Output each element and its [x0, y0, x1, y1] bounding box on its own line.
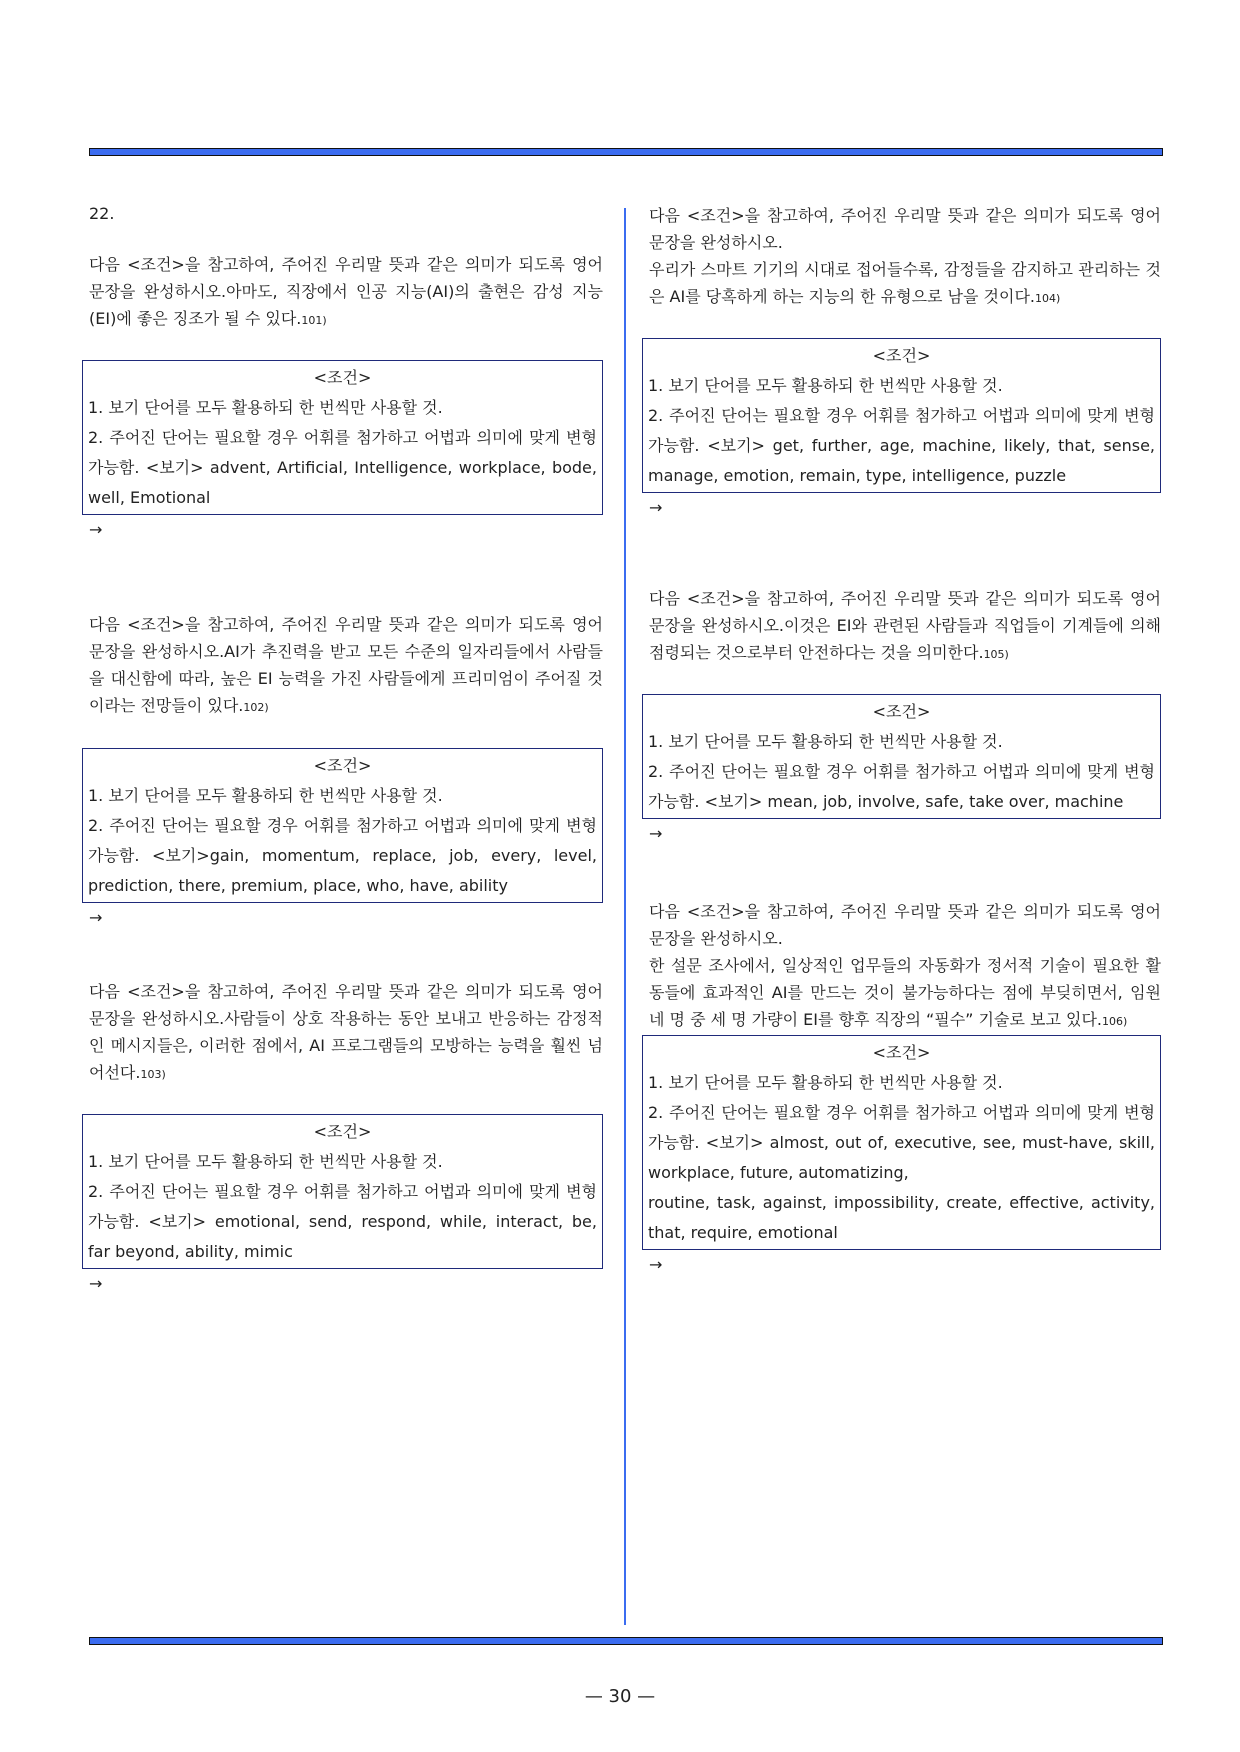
- rule-2: 2. 주어진 단어는 필요할 경우 어휘를 첨가하고 어법과 의미에 맞게 변형 가능함.: [88, 816, 597, 865]
- rule-1: 1. 보기 단어를 모두 활용하되 한 번씩만 사용할 것.: [648, 1073, 1003, 1092]
- bogi-label: <보기>: [148, 1212, 207, 1231]
- question-item: [89, 611, 603, 933]
- korean-sentence: 우리가 스마트 기기의 시대로 접어들수록, 감정들을 감지하고 관리하는 것은 AI를 당혹하게 하는 지능의 한 유형으로 남을 것이다.: [649, 260, 1161, 306]
- condition-title: <조건>: [872, 702, 931, 721]
- word-list-continued: routine, task, against, impossibility, create, effective, activity, that, require, emotional: [648, 1193, 1155, 1242]
- footnote: 104): [1035, 292, 1061, 305]
- prompt: 다음 <조건>을 참고하여, 주어진 우리말 뜻과 같은 의미가 되도록 영어 문장을 완성하시오.: [89, 255, 603, 301]
- word-list: mean, job, involve, safe, take over, machine: [767, 792, 1124, 811]
- rule-2: 2. 주어진 단어는 필요할 경우 어휘를 첨가하고 어법과 의미에 맞게 변형 가능함.: [88, 1182, 597, 1231]
- rule-2: 2. 주어진 단어는 필요할 경우 어휘를 첨가하고 어법과 의미에 맞게 변형 가능함.: [88, 428, 597, 477]
- question-item: [649, 898, 1161, 1280]
- korean-sentence: 사람들이 상호 작용하는 동안 보내고 반응하는 감정적인 메시지들은, 이러한 점에서, AI 프로그램들의 모방하는 능력을 훨씬 넘어선다.: [89, 1009, 603, 1082]
- condition-title: <조건>: [872, 1043, 931, 1062]
- answer-arrow[interactable]: →: [89, 520, 103, 539]
- question-item: [89, 251, 603, 545]
- rule-2: 2. 주어진 단어는 필요할 경우 어휘를 첨가하고 어법과 의미에 맞게 변형 가능함.: [648, 762, 1155, 811]
- word-list: emotional, send, respond, while, interact, be, far beyond, ability, mimic: [88, 1212, 597, 1261]
- answer-arrow[interactable]: →: [649, 498, 663, 517]
- prompt: 다음 <조건>을 참고하여, 주어진 우리말 뜻과 같은 의미가 되도록 영어 문장을 완성하시오.: [649, 589, 1161, 635]
- rule-2: 2. 주어진 단어는 필요할 경우 어휘를 첨가하고 어법과 의미에 맞게 변형 가능함.: [648, 406, 1155, 455]
- column-divider: [624, 208, 626, 1625]
- answer-arrow[interactable]: →: [89, 908, 103, 927]
- word-list: gain, momentum, replace, job, every, level, prediction, there, premium, place, who, have, ability: [88, 846, 597, 895]
- bottom-rule: [89, 1637, 1163, 1645]
- bogi-label: <보기>: [707, 436, 765, 455]
- korean-sentence: 이것은 EI와 관련된 사람들과 직업들이 기계들에 의해 점령되는 것으로부터 안전하다는 것을 의미한다.: [649, 616, 1161, 662]
- korean-sentence: AI가 추진력을 받고 모든 수준의 일자리들에서 사람들을 대신함에 따라, 높은 EI 능력을 가진 사람들에게 프리미엄이 주어질 것이라는 전망들이 있다.: [89, 642, 603, 715]
- rule-2: 2. 주어진 단어는 필요할 경우 어휘를 첨가하고 어법과 의미에 맞게 변형 가능함.: [648, 1103, 1155, 1152]
- condition-title: <조건>: [313, 1122, 372, 1141]
- rule-1: 1. 보기 단어를 모두 활용하되 한 번씩만 사용할 것.: [648, 376, 1003, 395]
- condition-box: [642, 694, 1161, 819]
- prompt: 다음 <조건>을 참고하여, 주어진 우리말 뜻과 같은 의미가 되도록 영어 문장을 완성하시오.: [649, 902, 1161, 948]
- bogi-label: <보기>: [151, 846, 210, 865]
- prompt: 다음 <조건>을 참고하여, 주어진 우리말 뜻과 같은 의미가 되도록 영어 문장을 완성하시오.: [89, 615, 603, 661]
- bogi-label: <보기>: [705, 1133, 764, 1152]
- question-item: [649, 585, 1161, 849]
- rule-1: 1. 보기 단어를 모두 활용하되 한 번씩만 사용할 것.: [88, 398, 443, 417]
- condition-box: [82, 1114, 603, 1269]
- footnote: 106): [1102, 1015, 1128, 1028]
- question-item: [89, 978, 603, 1299]
- question-number: 22.: [89, 204, 115, 223]
- bogi-label: <보기>: [704, 792, 763, 811]
- rule-1: 1. 보기 단어를 모두 활용하되 한 번씩만 사용할 것.: [88, 786, 443, 805]
- footnote: 101): [301, 314, 327, 327]
- rule-1: 1. 보기 단어를 모두 활용하되 한 번씩만 사용할 것.: [648, 732, 1003, 751]
- page-number: — 30 —: [584, 1686, 656, 1707]
- word-list: advent, Artificial, Intelligence, workplace, bode, well, Emotional: [88, 458, 597, 507]
- bogi-label: <보기>: [145, 458, 204, 477]
- condition-title: <조건>: [313, 756, 372, 775]
- footnote: 105): [983, 648, 1009, 661]
- prompt: 다음 <조건>을 참고하여, 주어진 우리말 뜻과 같은 의미가 되도록 영어 문장을 완성하시오.: [649, 206, 1161, 252]
- answer-arrow[interactable]: →: [89, 1274, 103, 1293]
- footnote: 103): [140, 1068, 166, 1081]
- footnote: 102): [243, 701, 269, 714]
- condition-box: [82, 748, 603, 903]
- rule-1: 1. 보기 단어를 모두 활용하되 한 번씩만 사용할 것.: [88, 1152, 443, 1171]
- korean-sentence: 아마도, 직장에서 인공 지능(AI)의 출현은 감성 지능(EI)에 좋은 징조가 될 수 있다.: [89, 282, 603, 328]
- prompt: 다음 <조건>을 참고하여, 주어진 우리말 뜻과 같은 의미가 되도록 영어 문장을 완성하시오.: [89, 982, 603, 1028]
- condition-box: [642, 338, 1161, 493]
- word-list: get, further, age, machine, likely, that, sense, manage, emotion, remain, type, intelligence, puzzle: [648, 436, 1155, 485]
- word-list: almost, out of, executive, see, must-have, skill, workplace, future, automatizing,: [648, 1133, 1155, 1182]
- condition-title: <조건>: [872, 346, 931, 365]
- answer-arrow[interactable]: →: [649, 1255, 663, 1274]
- top-rule: [89, 148, 1163, 156]
- condition-title: <조건>: [313, 368, 372, 387]
- condition-box: [82, 360, 603, 515]
- answer-arrow[interactable]: →: [649, 824, 663, 843]
- korean-sentence: 한 설문 조사에서, 일상적인 업무들의 자동화가 정서적 기술이 필요한 활동들에 효과적인 AI를 만드는 것이 불가능하다는 점에 부딪히면서, 임원 네 명 중 세 명 가량이 EI를 향후 직장의 “필수” 기술로 보고 있다.: [649, 956, 1161, 1029]
- condition-box: [642, 1035, 1161, 1250]
- question-item: [649, 202, 1161, 523]
